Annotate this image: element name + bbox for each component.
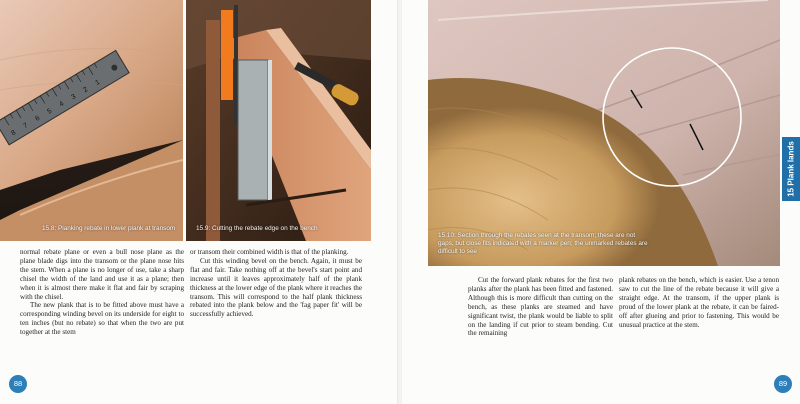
paragraph: The new plank that is to be fitted above must have a corresponding winding bevel on its underside for eight to ten inches (but no rebate) so that when the two are put together at the stem (20, 301, 184, 337)
left-text-column-1 (20, 248, 184, 337)
cutting-rebate-image (186, 0, 371, 241)
paragraph: Cut the forward plank rebates for the first two planks after the plank has been fitted and fastened. Although this is more difficult than cutting on the bench, as these planks are steamed and have significant twist, the plank would be liable to split on the landing if cut prior to steam bending. Cut the remaining (468, 276, 613, 338)
ruler-number: 4 (58, 100, 66, 109)
rebate-section-image (428, 0, 780, 266)
left-page (0, 0, 398, 404)
ruler-number: 3 (70, 93, 78, 102)
paragraph: plank rebates on the bench, which is easier. Use a tenon saw to cut the line of the rebate because it will give a straight edge. At the transom, if the upper plank is proud of the lower plank at the rebate, it can be faired-off after glueing and prior to fastening. This would be unusual practice at the stem. (619, 276, 779, 329)
left-text-column-2 (190, 248, 362, 319)
right-text-column-1 (468, 276, 613, 338)
chapter-tab-label: 15 Plank lands (786, 141, 796, 197)
ruler-number: 1 (94, 78, 102, 87)
photo-caption-15-10: 15.10: Section through the rebates seen at the transom; these are not gaps, but close fits indicated with a marker pen; the unmarked rebates are difficult to see (438, 232, 648, 255)
right-page (402, 0, 800, 404)
paragraph: Cut this winding bevel on the bench. Again, it must be flat and fair. Take nothing off at the bevel's start point and increase until it leaves approximately half of the plank thickness at the lower edge of the plank where it reaches the transom. This will correspond to the half plank thickness rebated into the plank below and the 'fag paper fit' will be successfully achieved. (190, 256, 362, 319)
ruler-number: 6 (34, 114, 42, 123)
right-text-column-2 (619, 276, 779, 329)
page-number-badge: 89 (774, 375, 792, 393)
page-number-badge: 88 (9, 375, 27, 393)
photo-rebate-section (428, 0, 780, 266)
ruler-number: 5 (46, 107, 54, 116)
photo-caption-15-9: 15.9: Cutting the rebate edge on the bench (196, 225, 318, 232)
photo-cutting-rebate-edge (186, 0, 371, 241)
paragraph: normal rebate plane or even a bull nose plane as the plane blade digs into the transom or the plane nose hits the stem. When a plane is no longer of use, take a sharp chisel the width of the land and use it as a plane; then when it is almost there make it flat and fair by scraping with the chisel. (20, 248, 184, 301)
planking-rebate-image (0, 0, 183, 241)
ruler-number: 8 (10, 129, 18, 138)
ruler-number: 2 (82, 86, 90, 95)
photo-caption-15-8: 15.8: Planking rebate in lower plank at transom (42, 225, 176, 232)
chapter-tab (782, 137, 800, 201)
ruler-number: 7 (22, 122, 30, 131)
paragraph: or transom their combined width is that of the planking. (190, 248, 349, 256)
photo-planking-rebate (0, 0, 183, 241)
